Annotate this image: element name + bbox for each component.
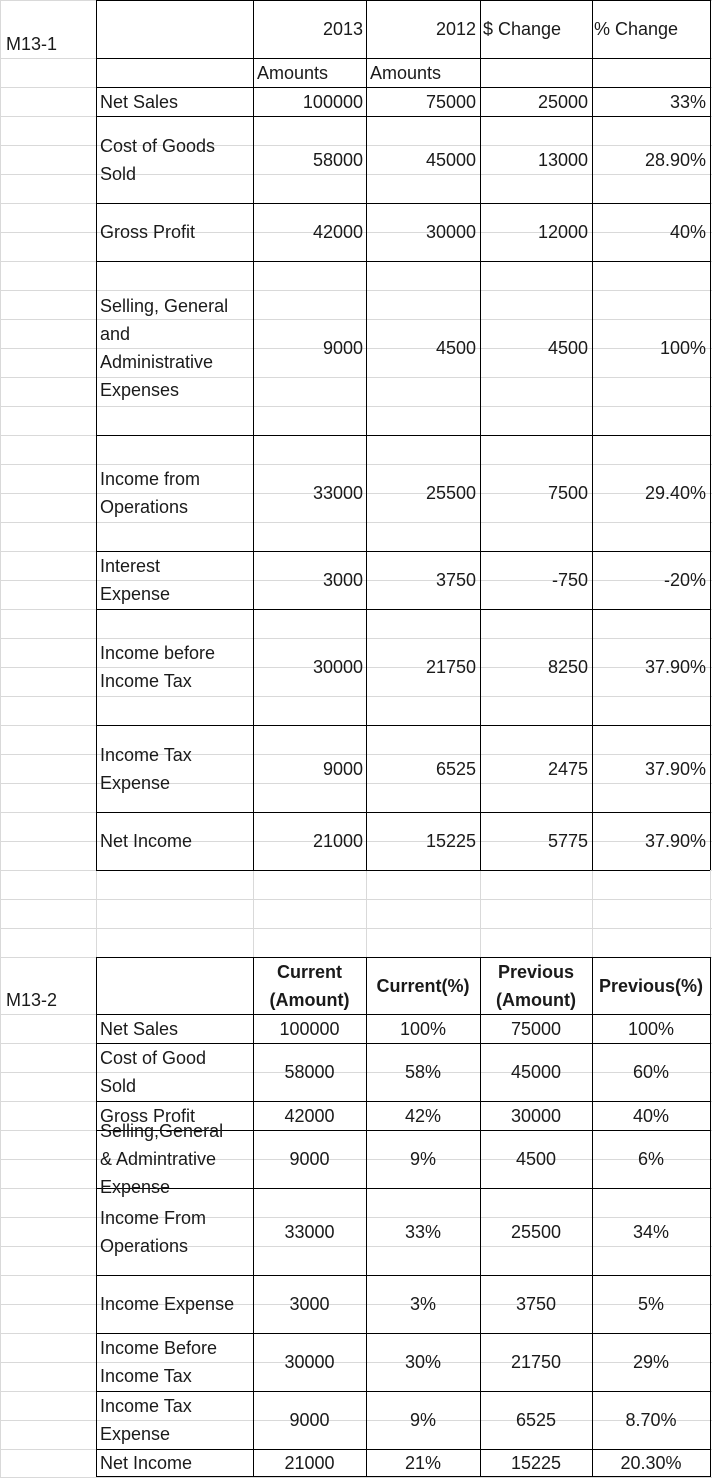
- cell-previous-pct[interactable]: 34%: [632, 1222, 670, 1242]
- cell-2013-amount[interactable]: 58000: [312, 150, 363, 170]
- header-pct-change[interactable]: % Change: [594, 19, 679, 39]
- table-border-h: [96, 0, 710, 1]
- row-label-line-2[interactable]: & Admintrative: [100, 1149, 217, 1169]
- row-label[interactable]: Net Income: [100, 831, 193, 851]
- cell-2013-amount[interactable]: 100000: [302, 92, 363, 112]
- cell-current-amount[interactable]: 3000: [289, 1294, 330, 1314]
- row-label-line-1[interactable]: Income Tax: [100, 745, 192, 765]
- gridline-row: [0, 522, 712, 523]
- cell-2013-amount[interactable]: 33000: [312, 483, 363, 503]
- section-label-m13-1[interactable]: M13-1: [6, 34, 58, 54]
- table-border-h: [96, 812, 710, 813]
- cell-2012-amount[interactable]: 75000: [425, 92, 476, 112]
- table-border-h: [96, 116, 710, 117]
- cell-previous-pct[interactable]: 100%: [627, 1019, 675, 1039]
- gridline-row: [0, 290, 712, 291]
- cell-2012-amount[interactable]: 6525: [435, 759, 476, 779]
- row-label-line-1[interactable]: Cost of Good: [100, 1048, 207, 1068]
- cell-dollar-change[interactable]: 4500: [547, 338, 588, 358]
- cell-2013-amount[interactable]: 42000: [312, 222, 363, 242]
- cell-dollar-change[interactable]: 8250: [547, 657, 588, 677]
- row-label-line-2[interactable]: Operations: [100, 1236, 189, 1256]
- row-label-line-2[interactable]: Sold: [100, 164, 137, 184]
- row-label[interactable]: Net Sales: [100, 1019, 179, 1039]
- cell-pct-change[interactable]: 28.90%: [644, 150, 706, 170]
- cell-current-amount[interactable]: 42000: [284, 1106, 335, 1126]
- cell-2012-amount[interactable]: 21750: [425, 657, 476, 677]
- table-border-h: [96, 261, 710, 262]
- cell-current-pct[interactable]: 33%: [404, 1222, 442, 1242]
- cell-previous-amount[interactable]: 4500: [515, 1149, 557, 1169]
- row-label-line-2[interactable]: Operations: [100, 497, 189, 517]
- cell-pct-change[interactable]: 37.90%: [644, 759, 706, 779]
- cell-dollar-change[interactable]: 7500: [547, 483, 588, 503]
- cell-2013-amount[interactable]: 9000: [322, 338, 363, 358]
- row-label-line-1[interactable]: Income Tax: [100, 1396, 192, 1416]
- cell-pct-change[interactable]: 37.90%: [644, 831, 706, 851]
- cell-previous-pct[interactable]: 20.30%: [620, 1453, 682, 1473]
- gridline-row: [0, 696, 712, 697]
- row-label-line-2[interactable]: Sold: [100, 1076, 137, 1096]
- cell-current-pct[interactable]: 58%: [404, 1062, 442, 1082]
- row-label-line-2[interactable]: Expense: [100, 773, 171, 793]
- cell-2012-amount[interactable]: 30000: [425, 222, 476, 242]
- table-border-h: [96, 957, 710, 958]
- row-label-line-1[interactable]: Income before: [100, 643, 216, 663]
- cell-previous-pct[interactable]: 6%: [637, 1149, 664, 1169]
- cell-2012-amount[interactable]: 45000: [425, 150, 476, 170]
- cell-previous-amount[interactable]: 30000: [510, 1106, 562, 1126]
- header-amounts-2012[interactable]: Amounts: [370, 63, 442, 83]
- cell-current-amount[interactable]: 9000: [289, 1410, 330, 1430]
- cell-current-pct[interactable]: 21%: [404, 1453, 442, 1473]
- cell-current-amount[interactable]: 30000: [284, 1352, 335, 1372]
- table-border-h: [96, 609, 710, 610]
- cell-pct-change[interactable]: 100%: [659, 338, 706, 358]
- header-year-2012[interactable]: 2012: [435, 19, 476, 39]
- header-previous-pct[interactable]: Previous(%): [598, 976, 704, 996]
- cell-current-amount[interactable]: 9000: [289, 1149, 330, 1169]
- gridline-col: [0, 0, 1, 1477]
- cell-previous-amount[interactable]: 75000: [510, 1019, 562, 1039]
- section-label-m13-2[interactable]: M13-2: [6, 990, 58, 1010]
- row-label-line-1[interactable]: Income from: [100, 469, 201, 489]
- row-label-line-3[interactable]: Expense: [100, 1177, 171, 1197]
- cell-2013-amount[interactable]: 3000: [322, 570, 363, 590]
- cell-current-pct[interactable]: 9%: [409, 1410, 436, 1430]
- table-border-h: [96, 725, 710, 726]
- cell-current-amount[interactable]: 21000: [284, 1453, 335, 1473]
- row-label-line-1[interactable]: Income Before: [100, 1338, 218, 1358]
- cell-previous-amount[interactable]: 6525: [515, 1410, 557, 1430]
- table-border-v: [710, 0, 711, 870]
- cell-2013-amount[interactable]: 30000: [312, 657, 363, 677]
- header-dollar-change[interactable]: $ Change: [483, 19, 562, 39]
- cell-pct-change[interactable]: 40%: [669, 222, 706, 242]
- cell-2013-amount[interactable]: 21000: [312, 831, 363, 851]
- row-label[interactable]: Gross Profit: [100, 222, 196, 242]
- cell-current-amount[interactable]: 33000: [284, 1222, 335, 1242]
- row-label-line-2[interactable]: Income Tax: [100, 671, 192, 691]
- row-label[interactable]: Net Sales: [100, 92, 179, 112]
- cell-current-pct[interactable]: 3%: [409, 1294, 436, 1314]
- header-previous-amount-line-1[interactable]: Previous: [497, 962, 575, 982]
- row-label-line-1[interactable]: Selling, General: [100, 296, 229, 316]
- row-label-line-3[interactable]: Administrative: [100, 352, 214, 372]
- row-label-line-4[interactable]: Expenses: [100, 380, 180, 400]
- cell-previous-amount[interactable]: 15225: [510, 1453, 562, 1473]
- row-label[interactable]: Net Income: [100, 1453, 193, 1473]
- cell-pct-change[interactable]: 37.90%: [644, 657, 706, 677]
- cell-previous-amount[interactable]: 21750: [510, 1352, 562, 1372]
- header-year-2013[interactable]: 2013: [322, 19, 363, 39]
- cell-previous-amount[interactable]: 3750: [515, 1294, 557, 1314]
- cell-2012-amount[interactable]: 15225: [425, 831, 476, 851]
- row-label-line-2[interactable]: and: [100, 324, 131, 344]
- cell-dollar-change[interactable]: 2475: [547, 759, 588, 779]
- table-border-h: [96, 435, 710, 436]
- cell-dollar-change[interactable]: 13000: [537, 150, 588, 170]
- cell-dollar-change[interactable]: 12000: [537, 222, 588, 242]
- table-border-h: [96, 870, 710, 871]
- cell-current-pct[interactable]: 30%: [404, 1352, 442, 1372]
- gridline-row: [0, 899, 712, 900]
- cell-dollar-change[interactable]: 5775: [547, 831, 588, 851]
- row-label[interactable]: Income Expense: [100, 1294, 235, 1314]
- cell-current-amount[interactable]: 100000: [279, 1019, 340, 1039]
- header-amounts-2013[interactable]: Amounts: [257, 63, 329, 83]
- table-border-v: [96, 957, 97, 1477]
- table-border-v: [710, 957, 711, 1477]
- cell-2012-amount[interactable]: 3750: [435, 570, 476, 590]
- cell-2012-amount[interactable]: 4500: [435, 338, 476, 358]
- row-label[interactable]: Gross Profit: [100, 1106, 196, 1126]
- gridline-row: [0, 406, 712, 407]
- row-label-line-2[interactable]: Income Tax: [100, 1366, 192, 1386]
- cell-previous-pct[interactable]: 8.70%: [625, 1410, 677, 1430]
- cell-2012-amount[interactable]: 25500: [425, 483, 476, 503]
- table-border-h: [96, 1275, 710, 1276]
- cell-previous-amount[interactable]: 45000: [510, 1062, 562, 1082]
- row-label-line-2[interactable]: Expense: [100, 584, 171, 604]
- cell-current-amount[interactable]: 58000: [284, 1062, 335, 1082]
- cell-previous-pct[interactable]: 5%: [637, 1294, 664, 1314]
- row-label-line-1[interactable]: Selling,General: [100, 1121, 224, 1141]
- cell-current-pct[interactable]: 9%: [409, 1149, 436, 1169]
- cell-pct-change[interactable]: 29.40%: [644, 483, 706, 503]
- cell-dollar-change[interactable]: 25000: [537, 92, 588, 112]
- table-border-h: [96, 203, 710, 204]
- header-current-pct[interactable]: Current(%): [376, 976, 470, 996]
- row-label-line-2[interactable]: Expense: [100, 1424, 171, 1444]
- row-label-line-1[interactable]: Interest: [100, 556, 161, 576]
- cell-previous-amount[interactable]: 25500: [510, 1222, 562, 1242]
- cell-pct-change[interactable]: -20%: [663, 570, 706, 590]
- cell-previous-pct[interactable]: 29%: [632, 1352, 670, 1372]
- row-label-line-1[interactable]: Cost of Goods: [100, 136, 216, 156]
- cell-previous-pct[interactable]: 40%: [632, 1106, 670, 1126]
- header-current-amount-line-2[interactable]: (Amount): [269, 990, 350, 1010]
- gridline-row: [0, 928, 712, 929]
- header-previous-amount-line-2[interactable]: (Amount): [496, 990, 576, 1010]
- cell-2013-amount[interactable]: 9000: [322, 759, 363, 779]
- row-label-line-1[interactable]: Income From: [100, 1208, 207, 1228]
- cell-dollar-change[interactable]: -750: [551, 570, 588, 590]
- header-current-amount-line-1[interactable]: Current: [276, 962, 342, 982]
- cell-previous-pct[interactable]: 60%: [632, 1062, 670, 1082]
- cell-current-pct[interactable]: 100%: [399, 1019, 447, 1039]
- cell-pct-change[interactable]: 33%: [669, 92, 706, 112]
- cell-current-pct[interactable]: 42%: [404, 1106, 442, 1126]
